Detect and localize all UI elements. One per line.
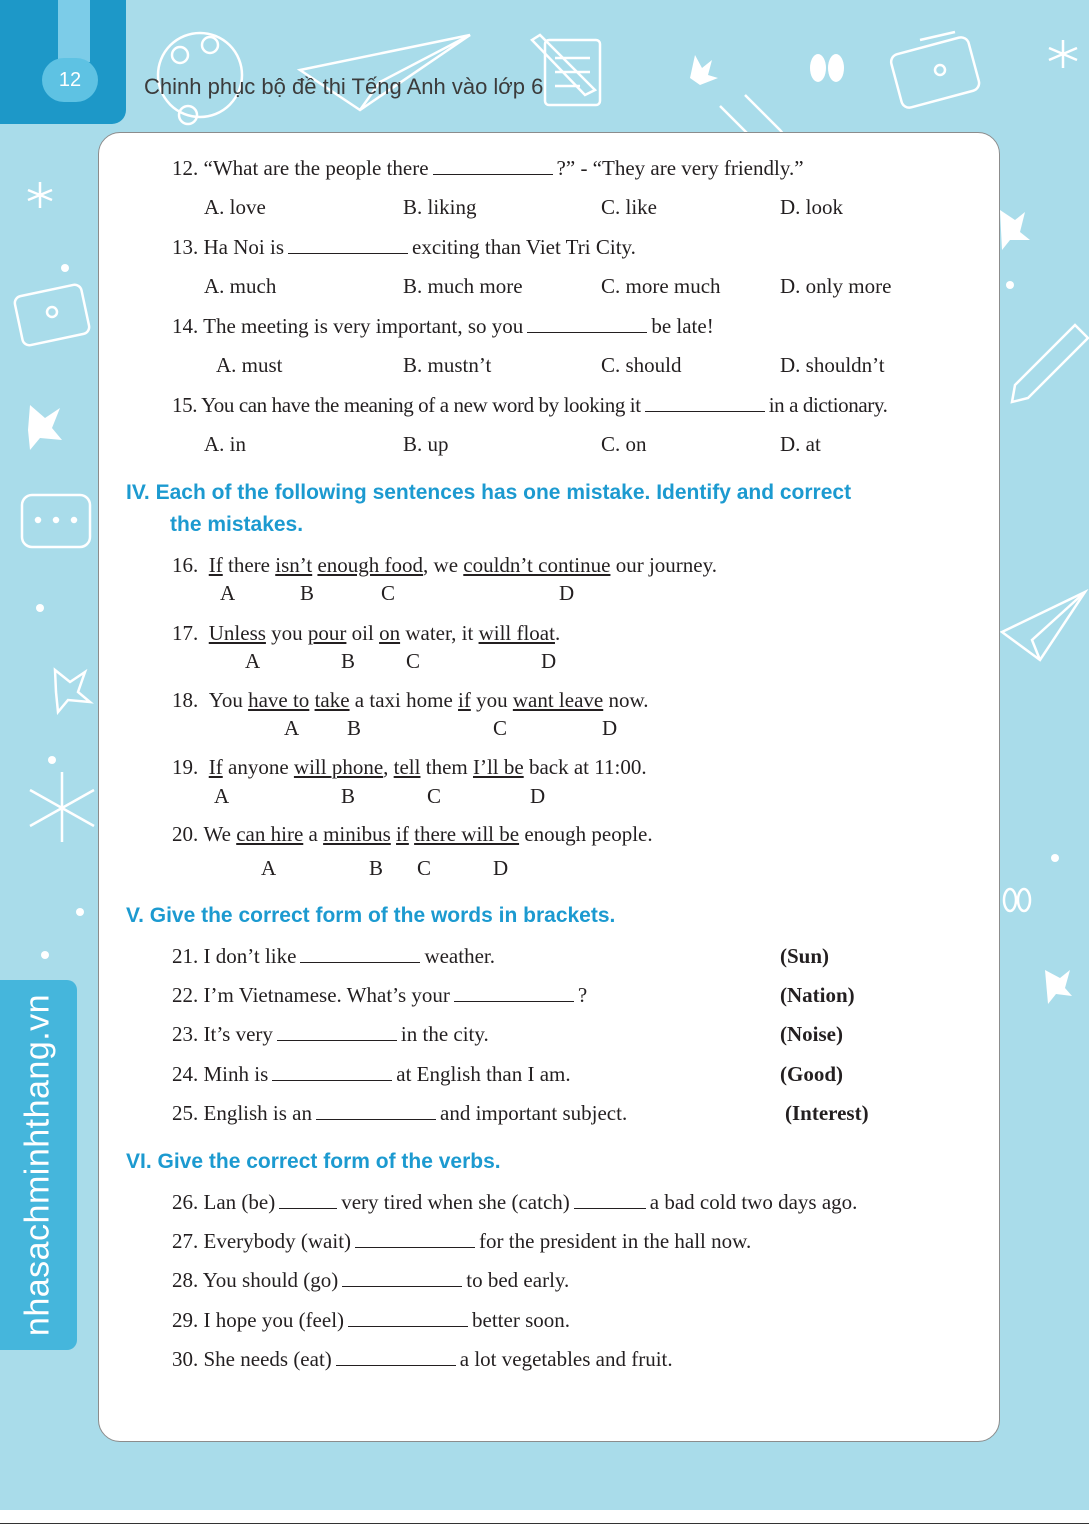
- option-a-text[interactable]: have to: [248, 688, 310, 712]
- question-20: [172, 822, 653, 847]
- option-a-text[interactable]: If: [208, 755, 223, 779]
- question-29: [172, 1308, 570, 1333]
- option-d-text[interactable]: there will be: [414, 822, 520, 846]
- sentence-text: .: [554, 621, 561, 645]
- question-text: weather.: [424, 944, 495, 968]
- question-12: [172, 156, 804, 181]
- question-text: ?” - “They are very friendly.”: [556, 156, 804, 180]
- option-b[interactable]: B. much more: [403, 274, 523, 298]
- question-text: 12. “What are the people there: [172, 156, 429, 180]
- answer-blank[interactable]: [527, 332, 647, 333]
- section-5-title: V. Give the correct form of the words in brackets.: [126, 904, 616, 927]
- letter-d: D: [541, 649, 557, 673]
- option-d[interactable]: D. at: [780, 432, 821, 456]
- answer-blank[interactable]: [574, 1208, 646, 1209]
- letter-b: B: [347, 716, 362, 740]
- sentence-text: back at 11:00.: [523, 755, 647, 779]
- sentence-text: a taxi home: [349, 688, 459, 712]
- sentence-text: a: [303, 822, 324, 846]
- question-19: [172, 755, 647, 780]
- question-text: 21. I don’t like: [172, 944, 297, 968]
- sentence-text: them: [420, 755, 473, 779]
- option-c-text[interactable]: on: [379, 621, 401, 645]
- letter-d: D: [559, 581, 575, 605]
- question-text: 14. The meeting is very important, so you: [172, 314, 524, 338]
- section-4-title-cont: the mistakes.: [170, 513, 304, 536]
- letter-c: C: [493, 716, 508, 740]
- sentence-text: We: [203, 822, 237, 846]
- letter-b: B: [300, 581, 315, 605]
- question-text: a bad cold two days ago.: [649, 1190, 858, 1214]
- option-c[interactable]: C. should: [601, 353, 682, 377]
- question-number: 16.: [172, 553, 199, 577]
- option-c-text[interactable]: if: [458, 688, 471, 712]
- question-23: [172, 1022, 489, 1047]
- paper-plane-icon-right: [1002, 592, 1085, 660]
- option-d-text[interactable]: couldn’t continue: [463, 553, 611, 577]
- answer-blank[interactable]: [355, 1247, 475, 1248]
- question-text: to bed early.: [466, 1268, 570, 1292]
- question-28: [172, 1268, 569, 1293]
- leaf-icon-right: [1000, 210, 1030, 250]
- question-text: 28. You should (go): [172, 1268, 339, 1292]
- answer-blank[interactable]: [342, 1286, 462, 1287]
- question-text: exciting than Viet Tri City.: [412, 235, 636, 259]
- question-number: 18.: [172, 688, 199, 712]
- butterfly-icon: [810, 54, 844, 82]
- side-label: nhasachminhthang.vn: [18, 993, 57, 1337]
- question-14: [172, 314, 714, 339]
- question-24: [172, 1062, 571, 1087]
- question-26: [172, 1190, 857, 1215]
- option-c[interactable]: C. like: [601, 195, 657, 219]
- snowflake-icon: [1049, 40, 1077, 68]
- word-hint: (Interest): [785, 1101, 869, 1125]
- option-a-text[interactable]: Unless: [208, 621, 266, 645]
- butterfly-icon-right: [1004, 889, 1030, 911]
- word-hint: (Sun): [780, 944, 830, 968]
- letter-d: D: [530, 784, 546, 808]
- letter-c: C: [417, 856, 432, 880]
- option-a[interactable]: A. in: [204, 432, 246, 456]
- question-text: 23. It’s very: [172, 1022, 273, 1046]
- question-number: 20.: [172, 822, 199, 846]
- question-text: better soon.: [472, 1308, 571, 1332]
- sentence-text: You: [208, 688, 249, 712]
- letter-a: A: [284, 716, 300, 740]
- question-22: [172, 983, 587, 1008]
- letter-a: A: [245, 649, 261, 673]
- letter-c: C: [381, 581, 396, 605]
- option-b-text[interactable]: will phone: [293, 755, 384, 779]
- question-text: 22. I’m Vietnamese. What’s your: [172, 983, 450, 1007]
- answer-blank[interactable]: [645, 411, 765, 412]
- option-c[interactable]: C. on: [601, 432, 647, 456]
- answer-blank[interactable]: [300, 962, 420, 963]
- word-hint: (Noise): [780, 1022, 843, 1046]
- question-text: 15. You can have the meaning of a new word by looking it: [172, 393, 641, 417]
- question-text: ?: [577, 983, 588, 1007]
- snowflake-big-icon: [30, 772, 94, 842]
- briefcase-icon: [889, 32, 981, 109]
- question-text: a lot vegetables and fruit.: [459, 1347, 673, 1371]
- answer-blank[interactable]: [272, 1080, 392, 1081]
- letter-c: C: [406, 649, 421, 673]
- option-b-text[interactable]: take: [314, 688, 350, 712]
- option-c-text[interactable]: enough food: [317, 553, 424, 577]
- answer-blank[interactable]: [288, 253, 408, 254]
- question-text: 26. Lan (be): [172, 1190, 276, 1214]
- question-text: for the president in the hall now.: [479, 1229, 752, 1253]
- answer-blank[interactable]: [348, 1326, 468, 1327]
- question-text: be late!: [651, 314, 714, 338]
- question-16: [172, 553, 717, 578]
- option-d[interactable]: D. look: [780, 195, 843, 219]
- question-number: 19.: [172, 755, 199, 779]
- question-text: 13. Ha Noi is: [172, 235, 284, 259]
- answer-blank[interactable]: [433, 174, 553, 175]
- question-18: [172, 688, 649, 713]
- option-a[interactable]: A. must: [216, 353, 283, 377]
- letter-b: B: [369, 856, 384, 880]
- section-4-title: IV. Each of the following sentences has one mistake. Identify and correct: [126, 481, 852, 504]
- option-b[interactable]: B. liking: [403, 195, 477, 219]
- option-a-text[interactable]: can hire: [236, 822, 304, 846]
- question-27: [172, 1229, 751, 1254]
- sentence-text: , we: [423, 553, 464, 577]
- letter-b: B: [341, 649, 356, 673]
- leaf-icon-right-2: [1045, 970, 1072, 1004]
- question-text: at English than I am.: [396, 1062, 571, 1086]
- question-17: [172, 621, 560, 646]
- option-c-text[interactable]: if: [396, 822, 409, 846]
- option-b[interactable]: B. mustn’t: [403, 353, 492, 377]
- answer-blank[interactable]: [336, 1365, 456, 1366]
- question-text: 24. Minh is: [172, 1062, 269, 1086]
- sentence-text: you: [265, 621, 308, 645]
- question-21: [172, 944, 495, 969]
- sentence-text: ,: [383, 755, 394, 779]
- question-15: [172, 393, 887, 418]
- word-hint: (Good): [780, 1062, 843, 1086]
- question-text: 29. I hope you (feel): [172, 1308, 345, 1332]
- letter-c: C: [427, 784, 442, 808]
- maple-leaf-icon: [690, 55, 718, 85]
- letter-d: D: [602, 716, 618, 740]
- leaf-outline-icon: [55, 670, 90, 712]
- answer-blank[interactable]: [454, 1001, 574, 1002]
- letter-a: A: [220, 581, 236, 605]
- snowflake-icon-left: [28, 182, 52, 208]
- option-d-text[interactable]: I’ll be: [472, 755, 524, 779]
- leaf-icon-left: [28, 405, 62, 450]
- option-a[interactable]: A. love: [204, 195, 266, 219]
- question-text: very tired when she (catch): [341, 1190, 570, 1214]
- section-6-title: VI. Give the correct form of the verbs.: [126, 1150, 501, 1173]
- book-title: Chinh phục bộ đề thi Tếng Anh vào lớp 6: [144, 74, 544, 99]
- chat-bubble-icon: [22, 495, 90, 547]
- answer-blank[interactable]: [316, 1119, 436, 1120]
- question-text: in a dictionary.: [768, 393, 888, 417]
- question-30: [172, 1347, 673, 1372]
- option-d-text[interactable]: will float: [478, 621, 555, 645]
- sentence-text: our journey.: [610, 553, 717, 577]
- sentence-text: oil: [346, 621, 380, 645]
- question-text: and important subject.: [440, 1101, 628, 1125]
- sentence-text: there: [222, 553, 276, 577]
- sentence-text: now.: [603, 688, 649, 712]
- option-d-text[interactable]: want leave: [512, 688, 604, 712]
- page-bottom-rule: [0, 1523, 1089, 1524]
- question-13: [172, 235, 636, 260]
- letter-b: B: [341, 784, 356, 808]
- option-d[interactable]: D. shouldn’t: [780, 353, 885, 377]
- option-b-text[interactable]: pour: [307, 621, 347, 645]
- option-d[interactable]: D. only more: [780, 274, 892, 298]
- question-text: in the city.: [400, 1022, 489, 1046]
- sentence-text: enough people.: [519, 822, 653, 846]
- sentence-text: you: [470, 688, 513, 712]
- briefcase-icon-left: [14, 283, 91, 346]
- word-hint: (Nation): [780, 983, 855, 1007]
- option-a[interactable]: A. much: [204, 274, 277, 298]
- bookmark-ribbon: [58, 0, 90, 62]
- sentence-text: water, it: [400, 621, 479, 645]
- question-text: 25. English is an: [172, 1101, 312, 1125]
- option-b[interactable]: B. up: [403, 432, 449, 456]
- sentence-text: anyone: [222, 755, 294, 779]
- letter-a: A: [261, 856, 277, 880]
- page-number: 12: [42, 58, 98, 102]
- letter-a: A: [214, 784, 230, 808]
- question-25: [172, 1101, 627, 1126]
- question-number: 17.: [172, 621, 199, 645]
- question-text: 27. Everybody (wait): [172, 1229, 352, 1253]
- pencil-icon-right: [1012, 325, 1088, 402]
- option-b-text[interactable]: minibus: [323, 822, 391, 846]
- option-a-text[interactable]: If: [208, 553, 223, 577]
- answer-blank[interactable]: [277, 1040, 397, 1041]
- letter-d: D: [493, 856, 509, 880]
- answer-blank[interactable]: [279, 1208, 337, 1209]
- option-c-text[interactable]: tell: [393, 755, 421, 779]
- question-text: 30. She needs (eat): [172, 1347, 332, 1371]
- option-c[interactable]: C. more much: [601, 274, 721, 298]
- option-b-text[interactable]: isn’t: [275, 553, 313, 577]
